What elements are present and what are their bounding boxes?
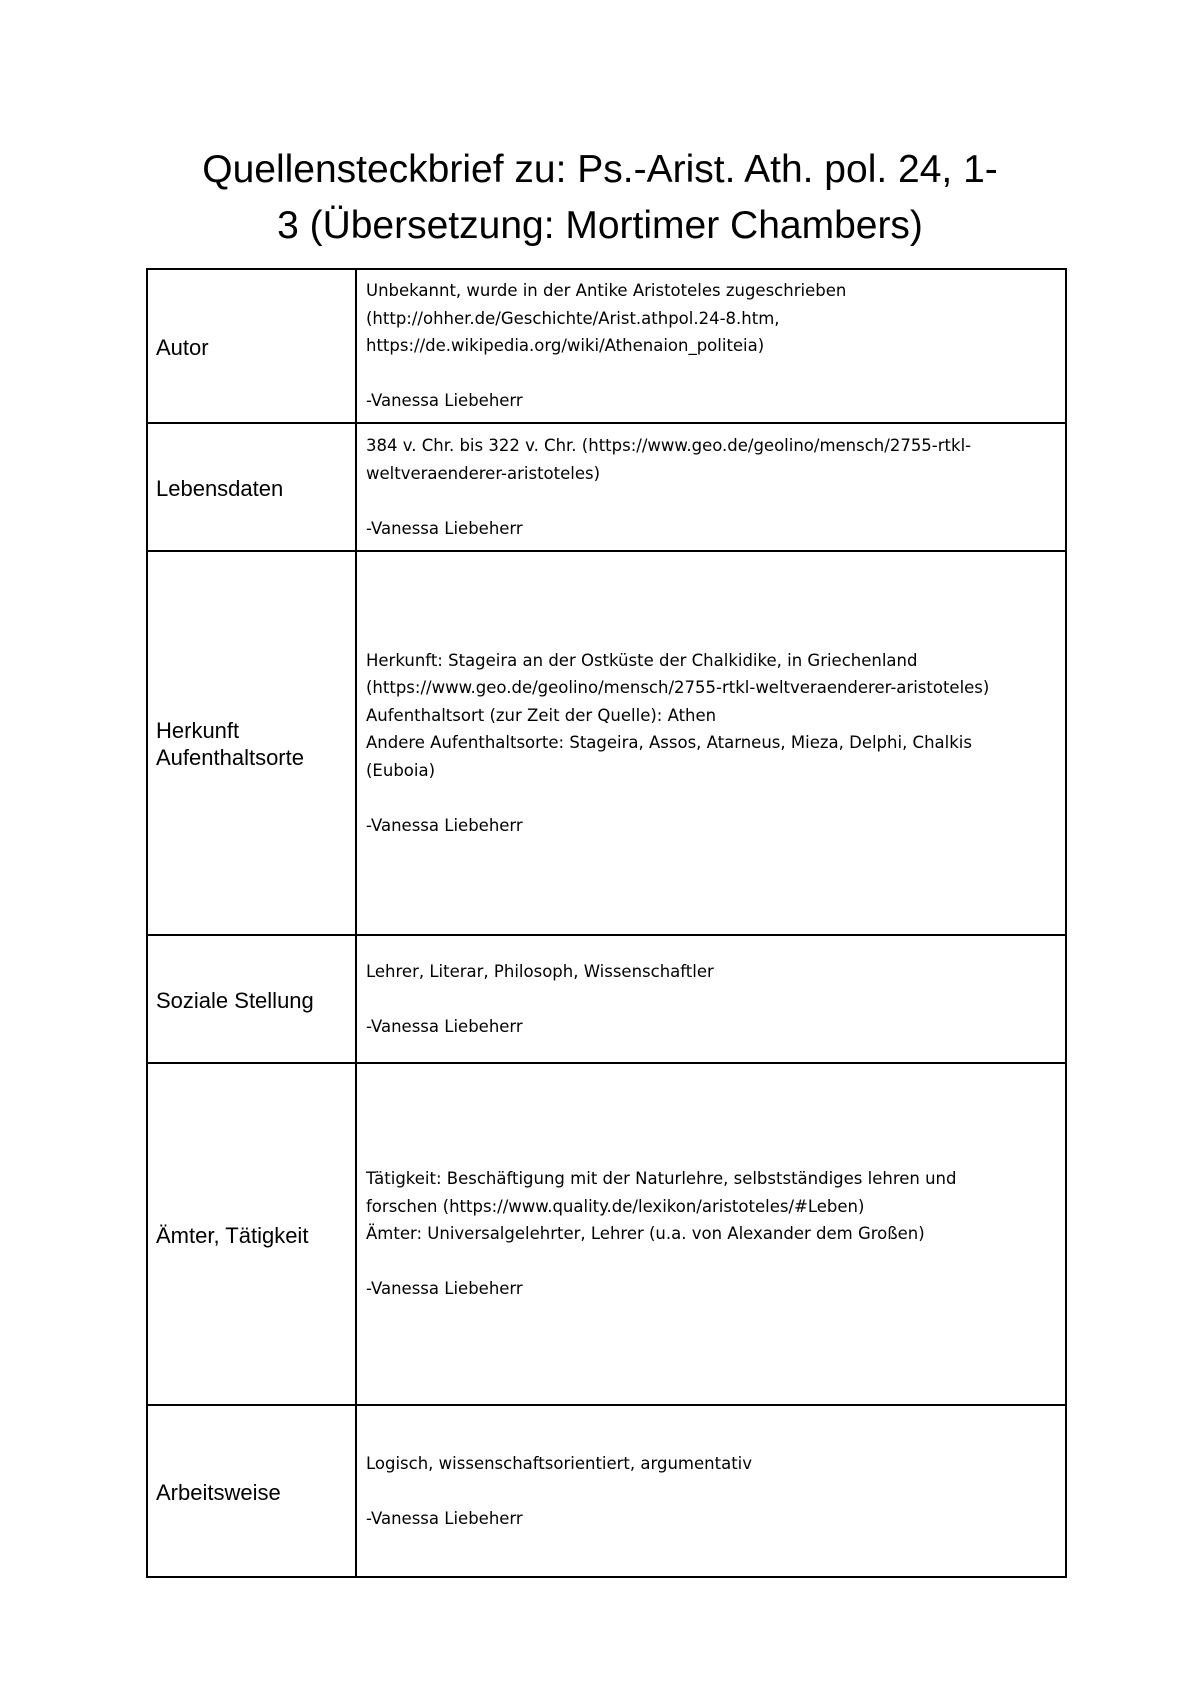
content-line: Unbekannt, wurde in der Antike Aristoteles zugeschrieben — [366, 281, 847, 301]
table-row-arbeitsweise — [147, 1405, 1066, 1577]
signature: -Vanessa Liebeherr — [366, 815, 523, 835]
table-row-herkunft — [147, 551, 1066, 935]
content-line: (https://www.geo.de/geolino/mensch/2755-rtkl-weltveraenderer-aristoteles) — [366, 678, 990, 698]
content-line: (Euboia) — [366, 760, 436, 780]
content-line: forschen (https://www.quality.de/lexikon/aristoteles/#Leben) — [366, 1196, 865, 1216]
content-line: Logisch, wissenschaftsorientiert, argumentativ — [366, 1453, 753, 1473]
row-label-text: Herkunft — [156, 718, 240, 743]
source-profile-table — [146, 268, 1067, 1578]
content-line: Andere Aufenthaltsorte: Stageira, Assos, Atarneus, Mieza, Delphi, Chalkis — [366, 733, 972, 753]
table-row-aemter — [147, 1063, 1066, 1405]
row-label-text: Aufenthaltsorte — [156, 745, 304, 770]
row-label — [147, 551, 356, 935]
table-row-soziale-stellung — [147, 935, 1066, 1063]
row-label — [147, 1063, 356, 1405]
table-row-autor — [147, 269, 1066, 423]
content-line: 384 v. Chr. bis 322 v. Chr. (https://www.geo.de/geolino/mensch/2755-rtkl- — [366, 436, 972, 455]
signature: -Vanessa Liebeherr — [366, 391, 523, 411]
content-line: Lehrer, Literar, Philosoph, Wissenschaftler — [366, 961, 714, 981]
row-label-text: Soziale Stellung — [156, 987, 314, 1013]
row-label-text: Autor — [156, 334, 209, 360]
row-label-text: Ämter, Tätigkeit — [156, 1222, 309, 1248]
row-label — [147, 269, 356, 423]
row-content — [356, 1405, 1066, 1577]
content-line: weltveraenderer-aristoteles) — [366, 463, 601, 483]
row-label-text: Lebensdaten — [156, 475, 284, 501]
page-title — [130, 142, 1070, 254]
content-line: Tätigkeit: Beschäftigung mit der Naturlehre, selbstständiges lehren und — [366, 1169, 957, 1189]
row-label — [147, 935, 356, 1063]
signature: -Vanessa Liebeherr — [366, 1508, 523, 1528]
content-line: Ämter: Universalgelehrter, Lehrer (u.a. von Alexander dem Großen) — [366, 1224, 925, 1244]
row-label — [147, 423, 356, 551]
signature: -Vanessa Liebeherr — [366, 1279, 523, 1299]
signature: -Vanessa Liebeherr — [366, 518, 523, 538]
row-content — [356, 1063, 1066, 1405]
title-line-2: 3 (Übersetzung: Mortimer Chambers) — [277, 204, 923, 247]
table-row-lebensdaten — [147, 423, 1066, 551]
signature: -Vanessa Liebeherr — [366, 1016, 523, 1036]
row-content — [356, 269, 1066, 423]
row-content — [356, 551, 1066, 935]
row-content — [356, 423, 1066, 551]
content-line: Herkunft: Stageira an der Ostküste der Chalkidike, in Griechenland — [366, 650, 918, 670]
content-line: https://de.wikipedia.org/wiki/Athenaion_politeia) — [366, 336, 765, 356]
content-line: (http://ohher.de/Geschichte/Arist.athpol.24-8.htm, — [366, 308, 780, 328]
row-content — [356, 935, 1066, 1063]
row-label-text: Arbeitsweise — [156, 1479, 281, 1505]
title-line-1: Quellensteckbrief zu: Ps.-Arist. Ath. pol. 24, 1- — [202, 148, 998, 191]
content-line: Aufenthaltsort (zur Zeit der Quelle): Athen — [366, 705, 717, 725]
row-label — [147, 1405, 356, 1577]
